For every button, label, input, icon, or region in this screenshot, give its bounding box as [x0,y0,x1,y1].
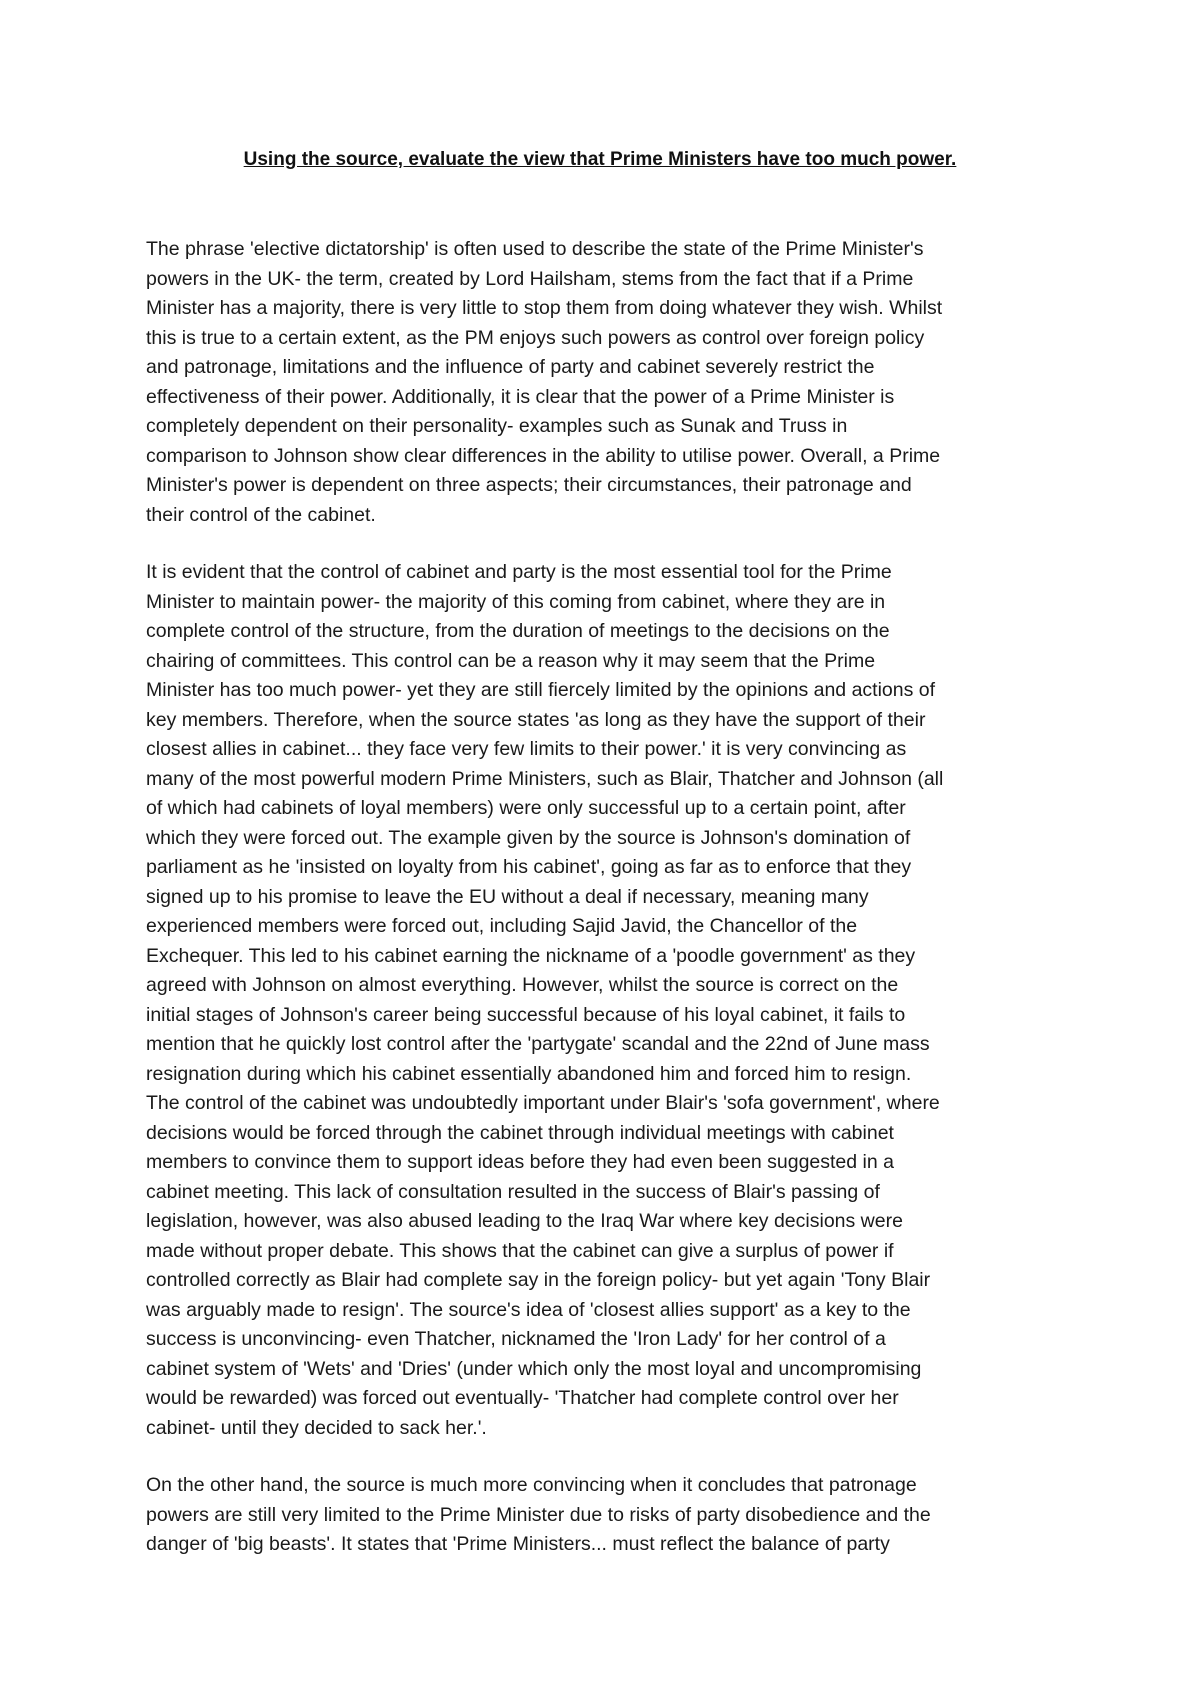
paragraph-cabinet-control: It is evident that the control of cabinet and party is the most essential tool for the Prime Minister to maintain power- the majority of this coming from cabinet, where they are in complete control of the structure, from the duration of meetings to the decisions on the chairing of committees. This control can be a reason why it may seem that the Prime Minister has too much power- yet they are still fiercely limited by the opinions and actions of key members. Therefore, when the source states 'as long as they have the support of their closest allies in cabinet... they face very few limits to their power.' it is very convincing as many of the most powerful modern Prime Ministers, such as Blair, Thatcher and Johnson (all of which had cabinets of loyal members) were only successful up to a certain point, after which they were forced out. The example given by the source is Johnson's domination of parliament as he 'insisted on loyalty from his cabinet', going as far as to enforce that they signed up to his promise to leave the EU without a deal if necessary, meaning many experienced members were forced out, including Sajid Javid, the Chancellor of the Exchequer. This led to his cabinet earning the nickname of a 'poodle government' as they agreed with Johnson on almost everything. However, whilst the source is correct on the initial stages of Johnson's career being successful because of his loyal cabinet, it fails to mention that he quickly lost control after the 'partygate' scandal and the 22nd of June mass resignation during which his cabinet essentially abandoned him and forced him to resign. The control of the cabinet was undoubtedly important under Blair's 'sofa government', where decisions would be forced through the cabinet through individual meetings with cabinet members to convince them to support ideas before they had even been suggested in a cabinet meeting. This lack of consultation resulted in the success of Blair's passing of legislation, however, was also abused leading to the Iraq War where key decisions were made without proper debate. This shows that the cabinet can give a surplus of power if controlled correctly as Blair had complete say in the foreign policy- but yet again 'Tony Blair was arguably made to resign'. The source's idea of 'closest allies support' as a key to the success is unconvincing- even Thatcher, nicknamed the 'Iron Lady' for her control of a cabinet system of 'Wets' and 'Dries' (under which only the most loyal and uncompromising would be rewarded) was forced out eventually- 'Thatcher had complete control over her cabinet- until they decided to sack her.'. [146,561,944,1439]
document-body [146,235,1066,1588]
paragraph-introduction: The phrase 'elective dictatorship' is often used to describe the state of the Prime Minister's powers in the UK- the term, created by Lord Hailsham, stems from the fact that if a Prime Minister has a majority, there is very little to stop them from doing whatever they wish. Whilst this is true to a certain extent, as the PM enjoys such powers as control over foreign policy and patronage, limitations and the influence of party and cabinet severely restrict the effectiveness of their power. Additionally, it is clear that the power of a Prime Minister is completely dependent on their personality- examples such as Sunak and Truss in comparison to Johnson show clear differences in the ability to utilise power. Overall, a Prime Minister's power is dependent on three aspects; their circumstances, their patronage and their control of the cabinet. [146,238,943,526]
page-title: Using the source, evaluate the view that Prime Ministers have too much power. [243,149,957,170]
paragraph-patronage: On the other hand, the source is much more convincing when it concludes that patronage powers are still very limited to the Prime Minister due to risks of party disobedience and the danger of 'big beasts'. It states that 'Prime Ministers... must reflect the balance of party [146,1474,931,1555]
